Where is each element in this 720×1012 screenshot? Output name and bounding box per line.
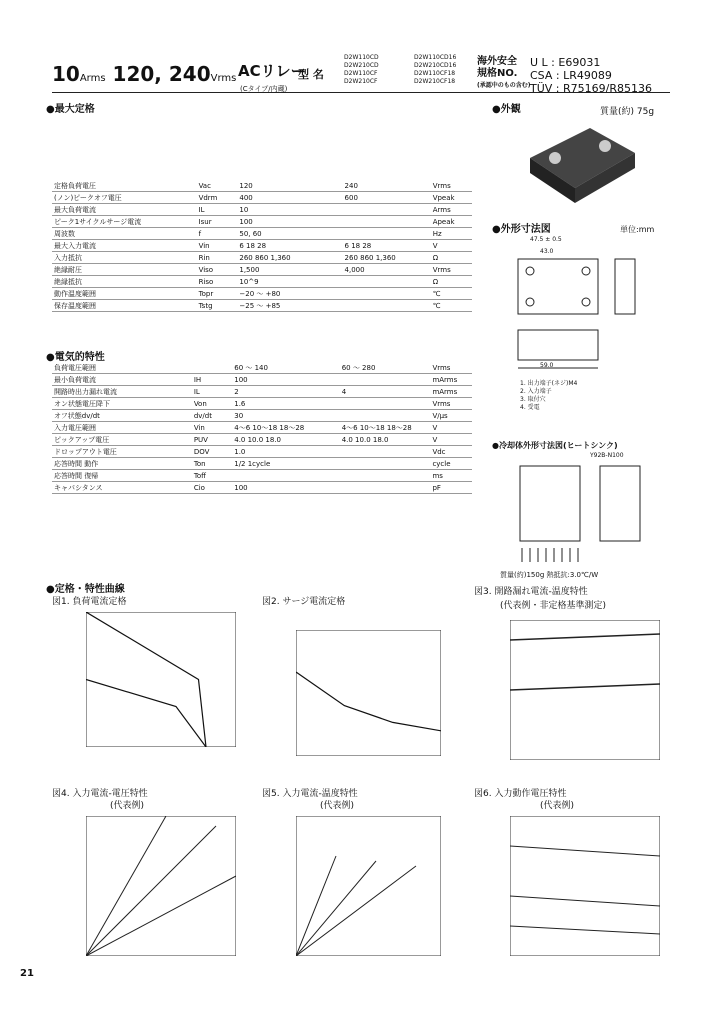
spec-cell-v1: 120: [237, 180, 342, 192]
spec-cell-label: 応答時間 復帰: [52, 470, 192, 482]
spec-cell-sym: IH: [192, 374, 232, 386]
spec-cell-v2: 4,000: [343, 264, 431, 276]
spec-row: [52, 228, 472, 240]
spec-cell-label: 動作温度範囲: [52, 288, 197, 300]
spec-cell-unit: pF: [430, 482, 472, 494]
fig1-title: 図1. 負荷電流定格: [52, 597, 127, 607]
weight: 質量(約) 75g: [600, 107, 655, 117]
spec-cell-v1: 100: [232, 482, 339, 494]
spec-cell-sym: Vin: [197, 240, 238, 252]
spec-cell-label: オン状態電圧降下: [52, 398, 192, 410]
heatsink-drawing: [500, 458, 660, 566]
spec-cell-label: 最小負荷電流: [52, 374, 192, 386]
spec-cell-v2: [340, 410, 431, 422]
spec-cell-v2: 4: [340, 386, 431, 398]
spec-cell-v2: 240: [343, 180, 431, 192]
spec-row: [52, 216, 472, 228]
spec-cell-v1: 50, 60: [237, 228, 342, 240]
series-line: [86, 680, 206, 748]
spec-cell-v1: 1/2 1cycle: [232, 458, 339, 470]
spec-cell-v2: 4.0 10.0 18.0: [340, 434, 431, 446]
spec-cell-unit: V: [430, 434, 472, 446]
spec-cell-unit: Vrms: [431, 180, 472, 192]
spec-cell-sym: Topr: [197, 288, 238, 300]
section-max-ratings: ●最大定格: [46, 104, 95, 115]
fig4-title: 図4. 入力電流-電圧特性: [52, 789, 148, 799]
spec-cell-sym: dv/dt: [192, 410, 232, 422]
section-appearance: ●外観: [492, 104, 521, 115]
spec-cell-v1: 2: [232, 386, 339, 398]
fig4-subtitle: (代表例): [110, 801, 145, 811]
spec-cell-unit: mArms: [430, 386, 472, 398]
plot-frame: [296, 630, 441, 756]
fig5-subtitle: (代表例): [320, 801, 355, 811]
spec-cell-label: ピーク1サイクルサージ電流: [52, 216, 197, 228]
spec-cell-unit: ms: [430, 470, 472, 482]
dim-notes: 1. 出力端子(ネジ)M4 2. 入力端子 3. 取付穴 4. 受電: [520, 380, 578, 411]
spec-cell-v2: [340, 374, 431, 386]
models-alt: D2W110CD16 D2W210CD16 D2W110CF18 D2W210CF18: [414, 54, 457, 85]
spec-cell-v2: 260 860 1,360: [343, 252, 431, 264]
spec-cell-v1: −20 〜 +80: [237, 288, 342, 300]
spec-cell-sym: Rin: [197, 252, 238, 264]
spec-cell-v1: 30: [232, 410, 339, 422]
spec-cell-label: ピックアップ電圧: [52, 434, 192, 446]
spec-cell-label: 周波数: [52, 228, 197, 240]
spec-row: [52, 410, 472, 422]
spec-cell-label: オフ状態dv/dt: [52, 410, 192, 422]
spec-cell-v1: 1,500: [237, 264, 342, 276]
spec-row: [52, 422, 472, 434]
spec-cell-label: (ノン)ピークオフ電圧: [52, 192, 197, 204]
spec-row: [52, 482, 472, 494]
spec-cell-unit: Hz: [431, 228, 472, 240]
spec-cell-v2: [343, 204, 431, 216]
safety-standards: U L : E69031 CSA : LR49089 TÜV : R75169/R85136: [530, 56, 652, 95]
spec-row: [52, 434, 472, 446]
spec-row: [52, 446, 472, 458]
spec-cell-unit: Ω: [431, 252, 472, 264]
spec-cell-v1: 100: [237, 216, 342, 228]
spec-cell-v2: [340, 470, 431, 482]
spec-cell-sym: PUV: [192, 434, 232, 446]
spec-row: [52, 386, 472, 398]
spec-cell-unit: Vrms: [431, 264, 472, 276]
spec-row: [52, 180, 472, 192]
spec-cell-v2: [343, 300, 431, 312]
spec-cell-unit: Vrms: [430, 398, 472, 410]
spec-cell-sym: Vin: [192, 422, 232, 434]
spec-row: [52, 276, 472, 288]
spec-cell-v2: [343, 228, 431, 240]
electrical-table: [52, 362, 472, 494]
spec-cell-unit: V: [430, 422, 472, 434]
spec-row: [52, 252, 472, 264]
series-line: [296, 672, 441, 731]
spec-cell-v2: 60 〜 280: [340, 362, 431, 374]
fig6-chart: [510, 816, 660, 956]
spec-cell-label: 保存温度範囲: [52, 300, 197, 312]
dim-d3: 59.0: [540, 362, 554, 369]
spec-cell-label: 定格負荷電圧: [52, 180, 197, 192]
spec-row: [52, 470, 472, 482]
spec-cell-label: 最大入力電流: [52, 240, 197, 252]
spec-cell-v1: 100: [232, 374, 339, 386]
spec-cell-v1: 4.0 10.0 18.0: [232, 434, 339, 446]
spec-cell-sym: Ton: [192, 458, 232, 470]
fig4-chart: [86, 816, 236, 956]
spec-cell-v2: [343, 216, 431, 228]
spec-cell-label: 絶縁耐圧: [52, 264, 197, 276]
heatsink-model: Y92B-N100: [590, 452, 624, 459]
section-heatsink: ●冷却体外形寸法図(ヒートシンク): [492, 441, 618, 450]
fig2-chart: [296, 630, 441, 756]
spec-row: [52, 362, 472, 374]
spec-cell-label: 入力抵抗: [52, 252, 197, 264]
fig2-title: 図2. サージ電流定格: [262, 597, 346, 607]
product-sub: (Cタイプ/内蔵): [240, 85, 288, 93]
spec-row: [52, 264, 472, 276]
spec-cell-sym: Toff: [192, 470, 232, 482]
spec-cell-v2: [340, 398, 431, 410]
spec-row: [52, 374, 472, 386]
header-rule: [52, 92, 670, 93]
spec-row: [52, 300, 472, 312]
spec-cell-unit: ℃: [431, 300, 472, 312]
fig3-title: 図3. 開路漏れ電流-温度特性: [474, 587, 588, 597]
spec-cell-v2: 6 18 28: [343, 240, 431, 252]
spec-cell-sym: Isur: [197, 216, 238, 228]
spec-cell-v1: 400: [237, 192, 342, 204]
spec-cell-v1: 60 〜 140: [232, 362, 339, 374]
spec-cell-v2: [343, 288, 431, 300]
spec-cell-sym: Von: [192, 398, 232, 410]
models-std: D2W110CD D2W210CD D2W110CF D2W210CF: [344, 54, 379, 85]
spec-cell-v1: [232, 470, 339, 482]
spec-cell-sym: IL: [197, 204, 238, 216]
series-line: [86, 612, 206, 747]
spec-cell-v1: 260 860 1,360: [237, 252, 342, 264]
fig3-chart: [510, 620, 660, 760]
spec-cell-unit: V: [431, 240, 472, 252]
rating-title: 10Arms 120, 240Vrms: [52, 62, 237, 86]
spec-row: [52, 192, 472, 204]
spec-row: [52, 288, 472, 300]
spec-cell-v1: −25 〜 +85: [237, 300, 342, 312]
spec-cell-v2: 600: [343, 192, 431, 204]
spec-cell-label: 最大負荷電流: [52, 204, 197, 216]
spec-cell-unit: mArms: [430, 374, 472, 386]
spec-cell-sym: Tstg: [197, 300, 238, 312]
heatsink-note: 質量(約)150g 熱抵抗:3.0℃/W: [500, 571, 599, 579]
relay-photo: [520, 118, 640, 208]
spec-cell-v1: 4〜6 10〜18 18〜28: [232, 422, 339, 434]
spec-cell-label: 入力電圧範囲: [52, 422, 192, 434]
fig3-subtitle: (代表例・非定格基準測定): [500, 601, 607, 611]
dim-d2: 43.0: [540, 248, 554, 255]
spec-cell-sym: Riso: [197, 276, 238, 288]
product-type: ACリレー: [238, 62, 306, 80]
page-number: 21: [20, 968, 34, 979]
spec-cell-unit: Arms: [431, 204, 472, 216]
spec-cell-label: 応答時間 動作: [52, 458, 192, 470]
dim-d1: 47.5 ± 0.5: [530, 236, 562, 243]
max-ratings-table: [52, 180, 472, 312]
spec-cell-v2: [340, 458, 431, 470]
spec-cell-v1: 10: [237, 204, 342, 216]
spec-cell-sym: Cio: [192, 482, 232, 494]
fig6-subtitle: (代表例): [540, 801, 575, 811]
fig1-chart: [86, 612, 236, 747]
spec-row: [52, 240, 472, 252]
spec-cell-unit: ℃: [431, 288, 472, 300]
spec-row: [52, 458, 472, 470]
section-dimensions: ●外形寸法図: [492, 224, 551, 235]
spec-cell-label: ドロップアウト電圧: [52, 446, 192, 458]
spec-cell-label: キャパシタンス: [52, 482, 192, 494]
spec-cell-v1: 10^9: [237, 276, 342, 288]
section-electrical: ●電気的特性: [46, 352, 105, 363]
spec-cell-unit: Vrms: [430, 362, 472, 374]
spec-cell-unit: Ω: [431, 276, 472, 288]
spec-cell-sym: IL: [192, 386, 232, 398]
spec-cell-sym: [192, 362, 232, 374]
spec-cell-label: 開路時出力漏れ電流: [52, 386, 192, 398]
fig5-chart: [296, 816, 441, 956]
spec-cell-unit: V/μs: [430, 410, 472, 422]
safety-labels: 海外安全 規格NO. (承認中のもの含む): [477, 56, 531, 89]
spec-cell-sym: DOV: [192, 446, 232, 458]
spec-row: [52, 398, 472, 410]
plot-frame: [86, 612, 236, 747]
spec-cell-v2: [343, 276, 431, 288]
spec-cell-sym: Viso: [197, 264, 238, 276]
spec-cell-v2: [340, 482, 431, 494]
section-characteristics: ●定格・特性曲線: [46, 584, 125, 595]
spec-cell-label: 負荷電圧範囲: [52, 362, 192, 374]
dims-unit: 単位:mm: [620, 225, 655, 234]
spec-cell-sym: Vdrm: [197, 192, 238, 204]
spec-cell-v2: 4〜6 10〜18 18〜28: [340, 422, 431, 434]
spec-cell-sym: Vac: [197, 180, 238, 192]
spec-cell-v2: [340, 446, 431, 458]
model-label: 型 名: [298, 68, 324, 81]
spec-row: [52, 204, 472, 216]
spec-cell-unit: cycle: [430, 458, 472, 470]
spec-cell-v1: 1.6: [232, 398, 339, 410]
spec-cell-v1: 6 18 28: [237, 240, 342, 252]
spec-cell-sym: f: [197, 228, 238, 240]
spec-cell-unit: Apeak: [431, 216, 472, 228]
fig5-title: 図5. 入力電流-温度特性: [262, 789, 358, 799]
spec-cell-v1: 1.0: [232, 446, 339, 458]
fig6-title: 図6. 入力動作電圧特性: [474, 789, 567, 799]
spec-cell-unit: Vdc: [430, 446, 472, 458]
spec-cell-unit: Vpeak: [431, 192, 472, 204]
spec-cell-label: 絶縁抵抗: [52, 276, 197, 288]
